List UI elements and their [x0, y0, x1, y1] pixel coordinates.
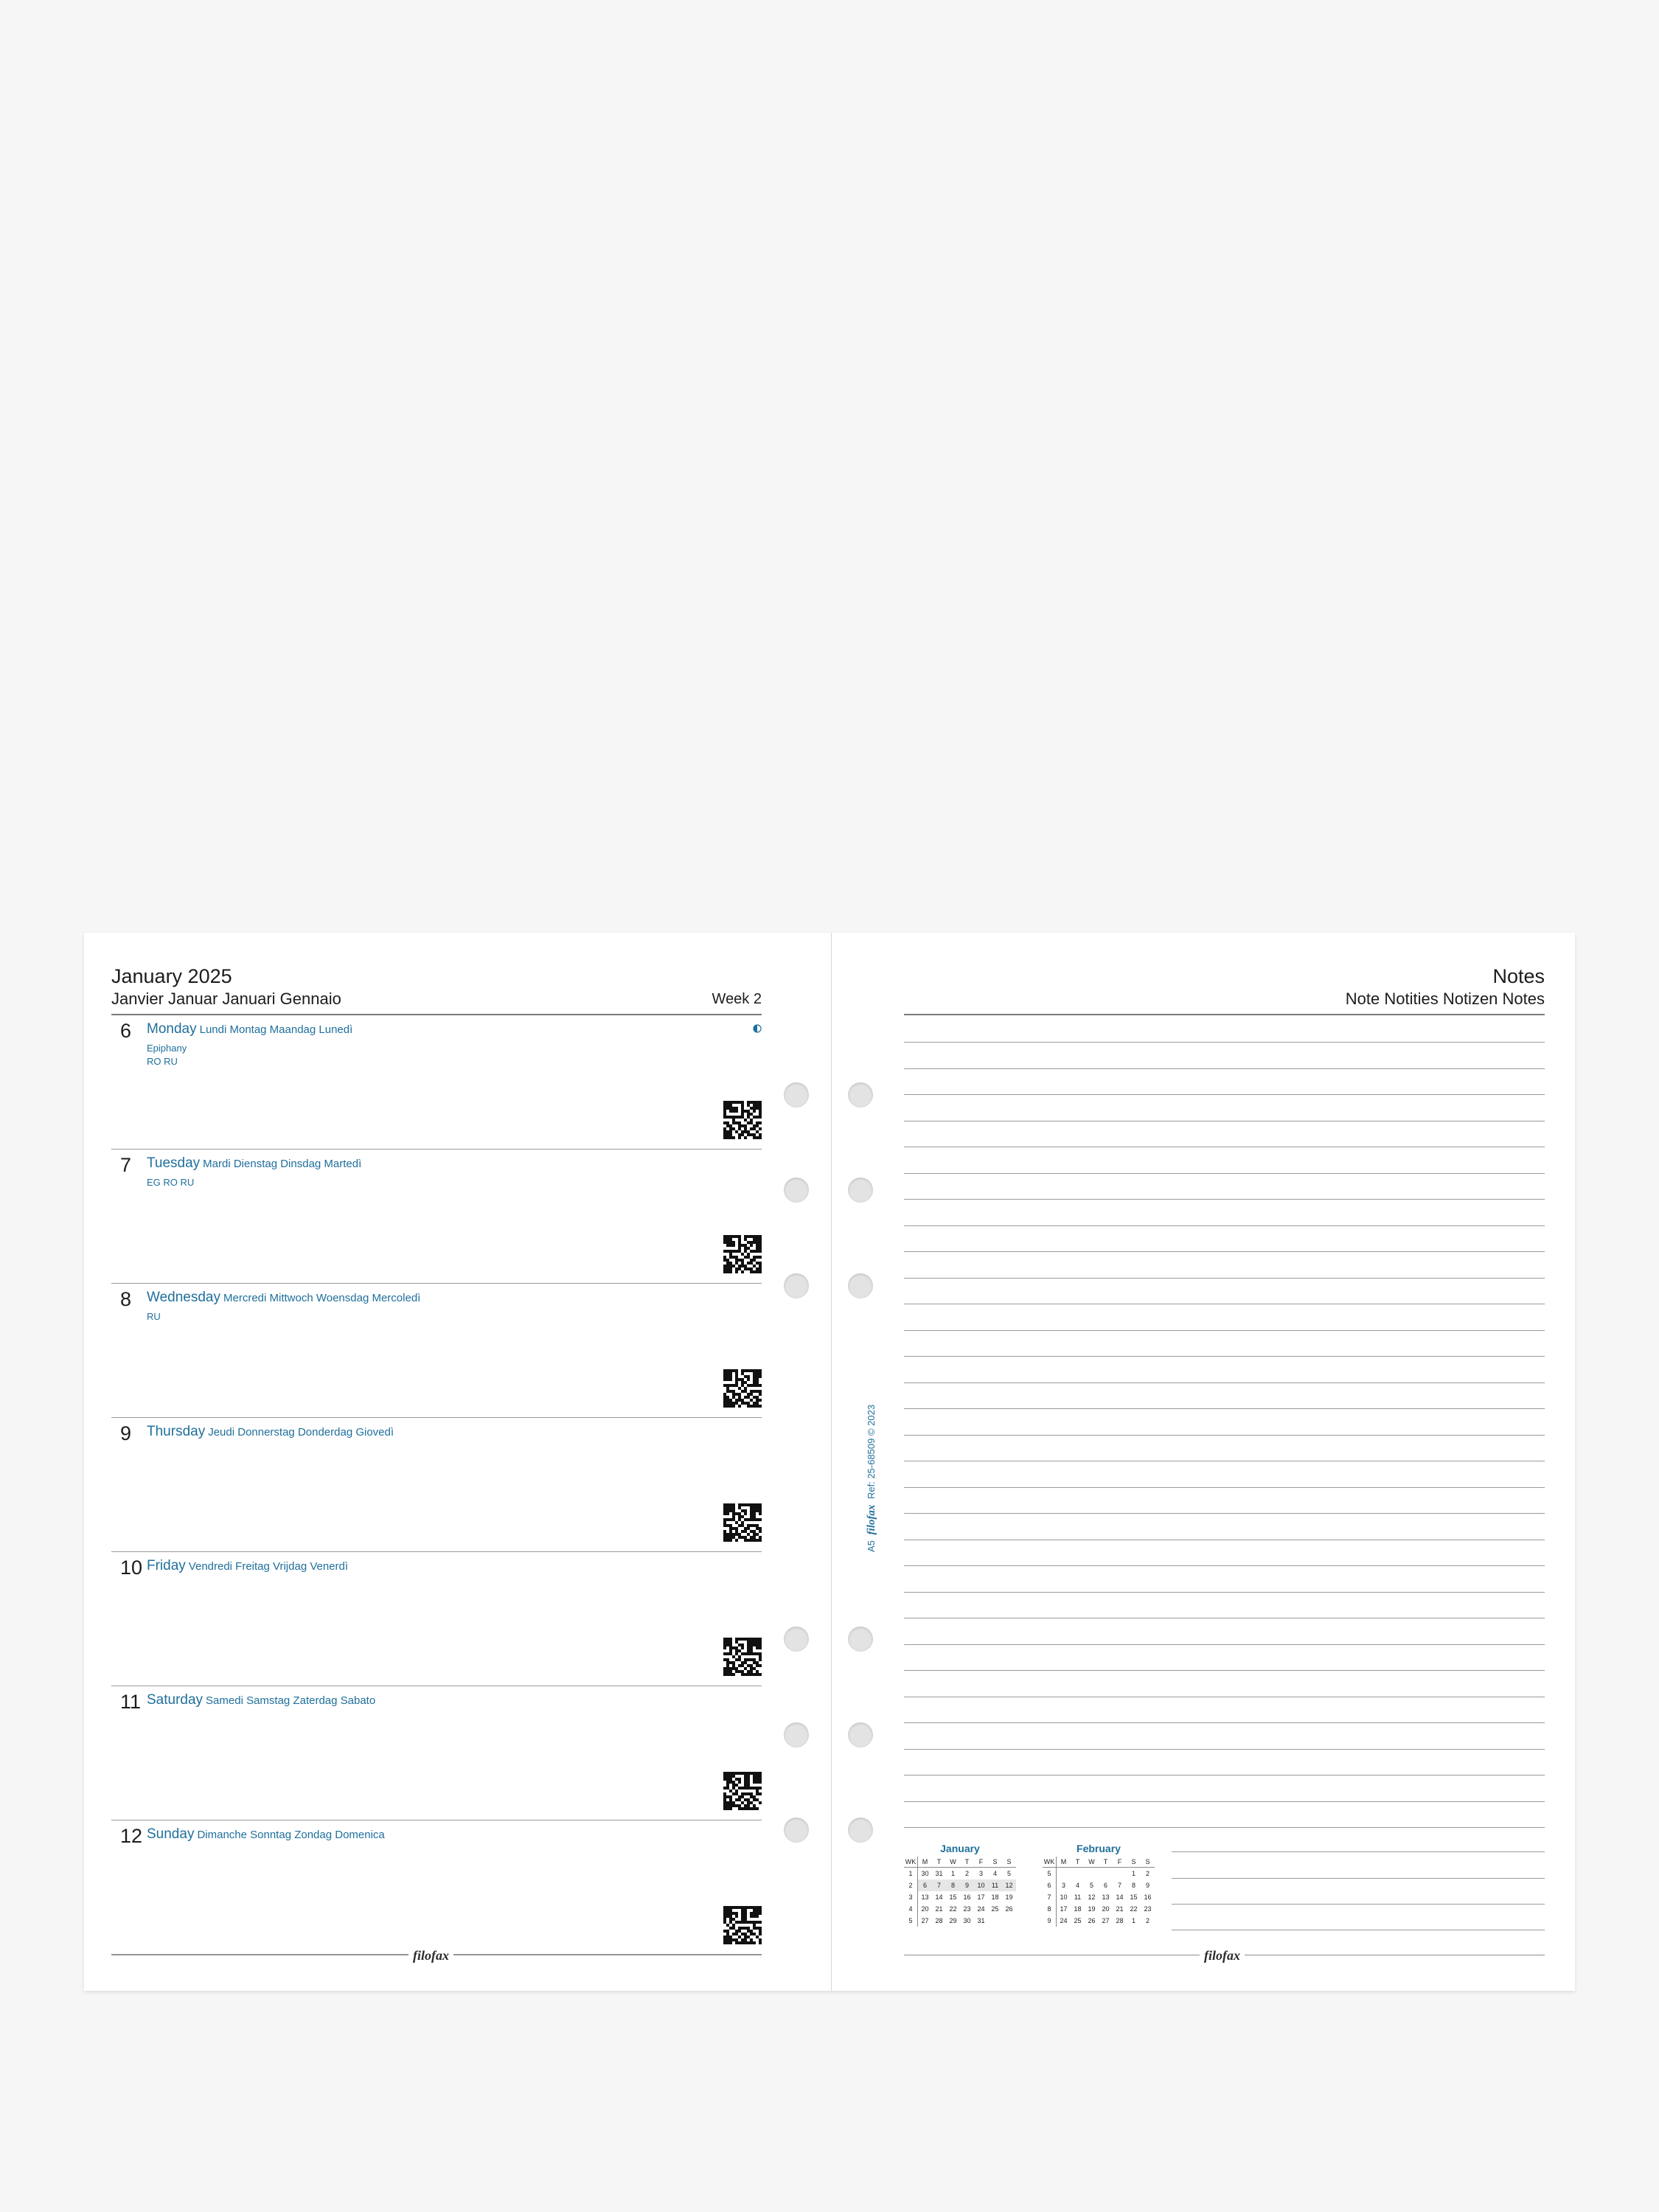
note-line[interactable]: [904, 1801, 1545, 1802]
calendar-header: F: [1113, 1857, 1127, 1868]
day-name-translations: Vendredi Freitag Vrijdag Venerdì: [188, 1560, 349, 1573]
calendar-cell: [988, 1915, 1002, 1927]
calendar-cell: 4: [992, 1870, 997, 1877]
calendar-cell: 2: [904, 1879, 918, 1891]
punch-hole: [848, 1818, 873, 1843]
calendar-cell: 5: [1089, 1882, 1093, 1889]
calendar-header: WK: [904, 1857, 918, 1868]
day-number: 8: [120, 1288, 132, 1310]
note-line[interactable]: [904, 1513, 1545, 1514]
brand-logo: filofax: [1200, 1948, 1245, 1964]
calendar-cell: 2: [1145, 1870, 1150, 1877]
day-name-english: Thursday: [147, 1424, 206, 1439]
punch-hole: [848, 1722, 873, 1747]
calendar-header: S: [988, 1857, 1002, 1868]
notes-page: [831, 933, 1575, 1991]
calendar-cell: 3: [1061, 1882, 1065, 1889]
note-line[interactable]: [904, 1722, 1545, 1723]
calendar-cell: 9: [1145, 1882, 1150, 1889]
week-page: [84, 933, 831, 1991]
note-line[interactable]: [904, 1173, 1545, 1174]
calendar-cell: 16: [1144, 1893, 1152, 1901]
calendar-header: T: [960, 1857, 974, 1868]
calendar-cell: 21: [935, 1905, 943, 1913]
calendar-week-row: [1043, 1915, 1155, 1927]
calendar-cell: 16: [963, 1893, 971, 1901]
calendar-week-row: [1043, 1891, 1155, 1903]
calendar-cell: 24: [1060, 1917, 1068, 1924]
mini-calendar-february: [1043, 1843, 1155, 1927]
punch-hole: [784, 1627, 809, 1652]
note-line[interactable]: [904, 1749, 1545, 1750]
punch-hole: [784, 1273, 809, 1298]
punch-hole: [848, 1627, 873, 1652]
note-line[interactable]: [904, 1251, 1545, 1252]
calendar-cell: 31: [977, 1917, 985, 1924]
calendar-header: W: [1085, 1857, 1099, 1868]
vertical-brand-logo: filofax: [866, 1504, 877, 1535]
month-title: January 2025: [111, 965, 232, 987]
note-line: [1172, 1851, 1545, 1852]
calendar-cell: 29: [949, 1917, 957, 1924]
calendar-cell: 7: [1043, 1891, 1057, 1903]
calendar-cell: 8: [946, 1879, 960, 1891]
calendar-cell: 11: [988, 1879, 1002, 1891]
day-name-english: Saturday: [147, 1692, 204, 1708]
day-name-translations: Mardi Dienstag Dinsdag Martedì: [203, 1158, 362, 1170]
calendar-cell: [1002, 1915, 1016, 1927]
day-name: [147, 1290, 420, 1306]
day-name-translations: Lundi Montag Maandag Lunedì: [199, 1023, 353, 1036]
calendar-cell: 18: [991, 1893, 999, 1901]
note-line[interactable]: [904, 1382, 1545, 1383]
note-line[interactable]: [904, 1094, 1545, 1095]
calendar-cell: 1: [950, 1870, 955, 1877]
calendar-cell: [1099, 1868, 1113, 1880]
calendar-week-row: [904, 1879, 1016, 1891]
month-translations: Janvier Januar Januari Gennaio: [111, 990, 341, 1008]
week-label: Week 2: [712, 991, 762, 1007]
day-number: 7: [120, 1154, 132, 1176]
note-line[interactable]: [904, 1042, 1545, 1043]
note-line[interactable]: [904, 1670, 1545, 1671]
note-line[interactable]: [904, 1827, 1545, 1828]
calendar-cell: 6: [1043, 1879, 1057, 1891]
day-block[interactable]: [111, 1418, 762, 1552]
planner-spread: [84, 933, 1575, 1991]
day-name-translations: Dimanche Sonntag Zondag Domenica: [197, 1829, 385, 1841]
punch-hole: [784, 1082, 809, 1107]
note-line[interactable]: [904, 1435, 1545, 1436]
calendar-cell: 12: [1088, 1893, 1096, 1901]
calendar-cell: 17: [977, 1893, 985, 1901]
calendar-header: F: [974, 1857, 988, 1868]
calendar-cell: 14: [1116, 1893, 1124, 1901]
calendar-cell: 13: [1102, 1893, 1110, 1901]
calendar-cell: 22: [949, 1905, 957, 1913]
calendar-cell: 27: [921, 1917, 929, 1924]
mini-calendar-january: [904, 1843, 1016, 1927]
calendar-cell: 14: [935, 1893, 943, 1901]
day-name-translations: Jeudi Donnerstag Donderdag Giovedì: [208, 1426, 394, 1439]
calendar-cell: 23: [1144, 1905, 1152, 1913]
calendar-cell: 25: [1074, 1917, 1082, 1924]
day-name-translations: Samedi Samstag Zaterdag Sabato: [206, 1694, 376, 1707]
calendar-header: M: [918, 1857, 933, 1868]
calendar-cell: 26: [1005, 1905, 1013, 1913]
qr-code-icon: [723, 1638, 762, 1676]
qr-code-icon: [723, 1369, 762, 1408]
qr-code-icon: [723, 1503, 762, 1542]
header-rule: [904, 1014, 1545, 1015]
notes-translations: Note Notities Notizen Notes: [1345, 990, 1545, 1008]
calendar-cell: 1: [1131, 1870, 1135, 1877]
day-name: [147, 1424, 394, 1440]
day-number: 9: [120, 1422, 132, 1444]
note-line: [1172, 1904, 1545, 1905]
mini-calendar-grid: [1043, 1857, 1155, 1927]
note-line[interactable]: [904, 1068, 1545, 1069]
calendar-week-row: [1043, 1903, 1155, 1915]
calendar-cell: 30: [921, 1870, 929, 1877]
day-number: 10: [120, 1557, 143, 1579]
calendar-cell: 15: [949, 1893, 957, 1901]
day-block[interactable]: [111, 1820, 762, 1955]
calendar-cell: 2: [964, 1870, 969, 1877]
day-name-english: Wednesday: [147, 1290, 220, 1305]
calendar-cell: 3: [978, 1870, 983, 1877]
calendar-cell: 7: [1117, 1882, 1121, 1889]
calendar-cell: 1: [904, 1868, 918, 1880]
calendar-cell: 11: [1074, 1893, 1082, 1901]
calendar-cell: 15: [1130, 1893, 1138, 1901]
calendar-header: T: [932, 1857, 946, 1868]
size-label: A5: [866, 1540, 877, 1552]
calendar-header: S: [1127, 1857, 1141, 1868]
calendar-week-row: [1043, 1879, 1155, 1891]
notes-title: Notes: [1492, 965, 1545, 987]
day-name: [147, 1021, 352, 1037]
calendar-cell: 3: [904, 1891, 918, 1903]
calendar-cell: 10: [1060, 1893, 1068, 1901]
day-name: [147, 1558, 348, 1574]
calendar-week-row: [904, 1915, 1016, 1927]
calendar-cell: 10: [974, 1879, 988, 1891]
day-note-line: RU: [147, 1311, 161, 1322]
note-line[interactable]: [904, 1225, 1545, 1226]
day-name: [147, 1826, 385, 1843]
mini-calendar-grid: [904, 1857, 1016, 1927]
day-name: [147, 1692, 375, 1708]
note-line[interactable]: [904, 1330, 1545, 1331]
calendar-cell: 9: [1043, 1915, 1057, 1927]
punch-hole: [848, 1082, 873, 1107]
day-notes: [147, 1176, 194, 1189]
calendar-cell: 17: [1060, 1905, 1068, 1913]
calendar-cell: [1071, 1868, 1085, 1880]
reference-text: [866, 1405, 878, 1552]
note-line: [1172, 1878, 1545, 1879]
ref-label: Ref: 25-68509 © 2023: [866, 1404, 877, 1500]
day-block[interactable]: [111, 1015, 762, 1150]
calendar-cell: [1057, 1868, 1071, 1880]
punch-hole: [784, 1178, 809, 1203]
calendar-cell: [1113, 1868, 1127, 1880]
calendar-cell: 23: [963, 1905, 971, 1913]
day-name-english: Sunday: [147, 1826, 195, 1842]
day-name-english: Monday: [147, 1021, 197, 1037]
calendar-cell: 12: [1002, 1879, 1016, 1891]
day-block[interactable]: [111, 1150, 762, 1284]
day-block[interactable]: [111, 1686, 762, 1820]
mini-calendar-title: January: [940, 1843, 980, 1854]
note-line[interactable]: [904, 1199, 1545, 1200]
calendar-header: T: [1071, 1857, 1085, 1868]
day-notes: [147, 1042, 187, 1068]
calendar-header: S: [1002, 1857, 1016, 1868]
calendar-cell: 1: [1131, 1917, 1135, 1924]
calendar-header: T: [1099, 1857, 1113, 1868]
calendar-cell: 27: [1102, 1917, 1110, 1924]
calendar-cell: 8: [1043, 1903, 1057, 1915]
qr-code-icon: [723, 1772, 762, 1810]
calendar-cell: 6: [1103, 1882, 1107, 1889]
calendar-cell: 22: [1130, 1905, 1138, 1913]
calendar-cell: 6: [918, 1879, 933, 1891]
qr-code-icon: [723, 1101, 762, 1139]
day-number: 12: [120, 1825, 143, 1847]
note-line[interactable]: [904, 1278, 1545, 1279]
calendar-header: M: [1057, 1857, 1071, 1868]
brand-logo: filofax: [408, 1948, 453, 1964]
calendar-cell: 20: [921, 1905, 929, 1913]
note-line[interactable]: [904, 1487, 1545, 1488]
calendar-cell: 13: [921, 1893, 929, 1901]
day-name-english: Friday: [147, 1558, 186, 1573]
calendar-cell: 4: [904, 1903, 918, 1915]
calendar-cell: 31: [935, 1870, 943, 1877]
calendar-cell: 20: [1102, 1905, 1110, 1913]
day-number: 6: [120, 1020, 132, 1042]
calendar-cell: 28: [1116, 1917, 1124, 1924]
day-note-line: RO RU: [147, 1056, 178, 1067]
calendar-cell: 19: [1005, 1893, 1013, 1901]
calendar-week-row: [904, 1868, 1016, 1880]
note-line[interactable]: [904, 1565, 1545, 1566]
day-name-translations: Mercredi Mittwoch Woensdag Mercoledì: [223, 1292, 421, 1304]
day-block[interactable]: [111, 1284, 762, 1418]
calendar-cell: 18: [1074, 1905, 1082, 1913]
first-quarter-moon-icon: [753, 1024, 762, 1033]
calendar-cell: 30: [963, 1917, 971, 1924]
calendar-header: W: [946, 1857, 960, 1868]
calendar-cell: [1085, 1868, 1099, 1880]
calendar-cell: 2: [1145, 1917, 1150, 1924]
punch-hole: [848, 1178, 873, 1203]
note-line[interactable]: [904, 1644, 1545, 1645]
calendar-week-row: [904, 1891, 1016, 1903]
note-line[interactable]: [904, 1356, 1545, 1357]
calendar-week-row: [904, 1903, 1016, 1915]
calendar-header: WK: [1043, 1857, 1057, 1868]
calendar-cell: 28: [935, 1917, 943, 1924]
calendar-cell: 5: [1043, 1868, 1057, 1880]
day-name-english: Tuesday: [147, 1155, 201, 1171]
day-note-line: Epiphany: [147, 1043, 187, 1054]
mini-calendar-title: February: [1077, 1843, 1121, 1854]
day-name: [147, 1155, 361, 1172]
calendar-cell: 24: [977, 1905, 985, 1913]
punch-hole: [784, 1722, 809, 1747]
note-line[interactable]: [904, 1592, 1545, 1593]
day-note-line: EG RO RU: [147, 1177, 195, 1188]
calendar-cell: 7: [932, 1879, 946, 1891]
calendar-cell: 25: [991, 1905, 999, 1913]
qr-code-icon: [723, 1235, 762, 1273]
calendar-cell: 21: [1116, 1905, 1124, 1913]
calendar-cell: 4: [1075, 1882, 1079, 1889]
day-notes: [147, 1310, 161, 1324]
calendar-cell: 5: [1006, 1870, 1011, 1877]
punch-hole: [784, 1818, 809, 1843]
qr-code-icon: [723, 1906, 762, 1944]
day-number: 11: [120, 1691, 142, 1713]
calendar-cell: 8: [1131, 1882, 1135, 1889]
punch-hole: [848, 1273, 873, 1298]
note-line[interactable]: [904, 1408, 1545, 1409]
calendar-cell: 19: [1088, 1905, 1096, 1913]
calendar-header: S: [1141, 1857, 1155, 1868]
calendar-week-row: [1043, 1868, 1155, 1880]
day-block[interactable]: [111, 1552, 762, 1686]
calendar-cell: 5: [904, 1915, 918, 1927]
calendar-cell: 9: [960, 1879, 974, 1891]
calendar-cell: 26: [1088, 1917, 1096, 1924]
